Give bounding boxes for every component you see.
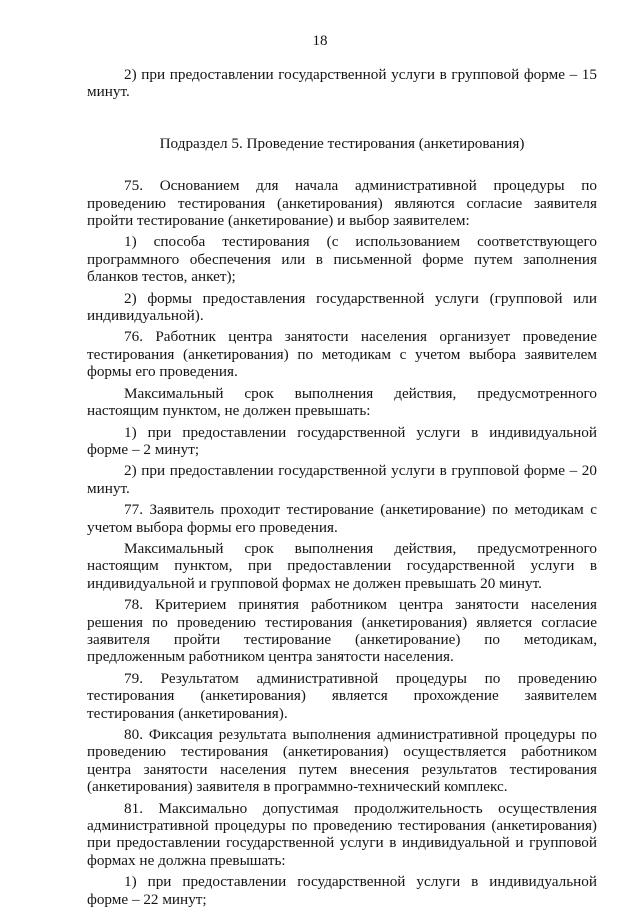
paragraph: 78. Критерием принятия работником центра занятости населения решения по проведению тестирования (анкетирования) является согласие заявителя пройти тестирование (анкетирование) по методикам, предложенным работником центра занятости населения. bbox=[87, 596, 597, 666]
subsection-title: Подраздел 5. Проведение тестирования (анкетирования) bbox=[159, 134, 525, 152]
document-body bbox=[87, 66, 597, 908]
paragraph: 2) при предоставлении государственной услуги в групповой форме – 20 минут. bbox=[87, 462, 597, 497]
paragraph: 2) формы предоставления государственной услуги (групповой или индивидуальной). bbox=[87, 289, 597, 325]
paragraph: 1) при предоставлении государственной услуги в индивидуальной форме – 22 минут; bbox=[87, 873, 597, 908]
paragraph: 1) способа тестирования (с использованием соответствующего программного обеспечения или в письменной форме путем заполнения бланков тестов, анкет); bbox=[87, 233, 597, 286]
paragraph: Максимальный срок выполнения действия, предусмотренного настоящим пунктом, не должен превышать: bbox=[87, 384, 597, 420]
page-number: 18 bbox=[312, 33, 328, 49]
paragraph: 2) при предоставлении государственной услуги в групповой форме – 15 минут. bbox=[87, 66, 597, 101]
paragraph: 77. Заявитель проходит тестирование (анкетирование) по методикам с учетом выбора формы его проведения. bbox=[87, 501, 597, 536]
paragraph: 81. Максимально допустимая продолжительность осуществления административной процедуры по проведению тестирования (анкетирования) при предоставлении государственной услуги в индивидуальной и групповой формах не должна превышать: bbox=[87, 799, 597, 869]
paragraph: 79. Результатом административной процедуры по проведению тестирования (анкетирования) является прохождение заявителем тестирования (анкетирования). bbox=[87, 669, 597, 722]
paragraph: Максимальный срок выполнения действия, предусмотренного настоящим пунктом, при предоставлении государственной услуги в индивидуальной и групповой формах не должен превышать 20 минут. bbox=[87, 539, 597, 592]
paragraph: 80. Фиксация результата выполнения административной процедуры по проведению тестирования (анкетирования) осуществляется работником центра занятости населения путем внесения результатов тестирования (анкетирования) заявителя в программно-технический комплекс. bbox=[87, 726, 597, 796]
paragraph: 75. Основанием для начала административной процедуры по проведению тестирования (анкетирования) являются согласие заявителя пройти тестирование (анкетирование) и выбор заявителем: bbox=[87, 177, 597, 230]
paragraph: 76. Работник центра занятости населения организует проведение тестирования (анкетирования) по методикам с учетом выбора заявителем формы его проведения. bbox=[87, 328, 597, 381]
paragraph: 1) при предоставлении государственной услуги в индивидуальной форме – 2 минут; bbox=[87, 423, 597, 458]
